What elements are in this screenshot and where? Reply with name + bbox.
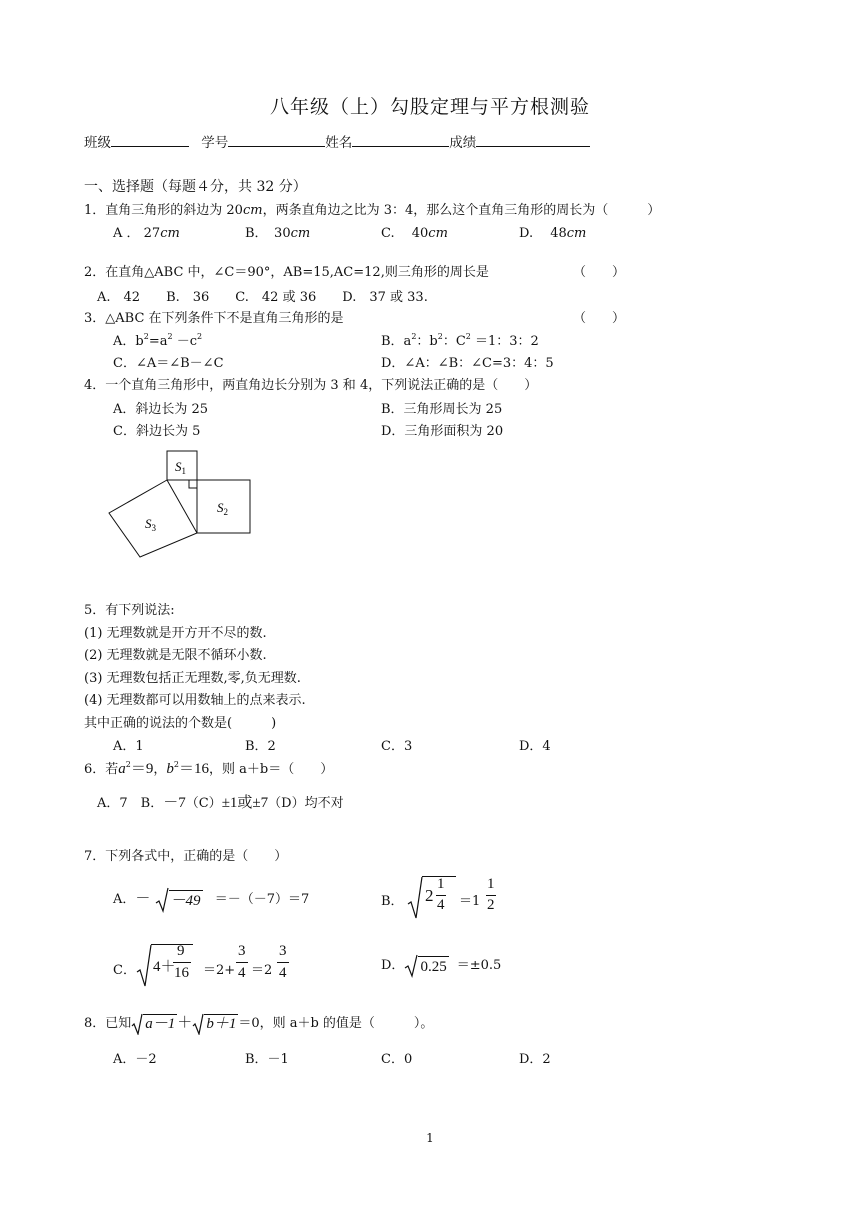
q7d-radical-sign bbox=[404, 954, 418, 978]
q8-radical-2 bbox=[192, 1013, 204, 1035]
q8-option-d: D．2 bbox=[519, 1052, 551, 1067]
id-label: 学号 bbox=[201, 135, 229, 151]
q7-option-a: A．－ －49 ＝－（－7）＝7 bbox=[113, 884, 309, 914]
q8-option-c: C．0 bbox=[381, 1052, 413, 1067]
q5-statement-3: (3) 无理数包括正无理数,零,负无理数. bbox=[84, 671, 301, 686]
q5-option-c: C．3 bbox=[381, 739, 413, 754]
q3-option-a: A．$b^2=a^2 -c^2$ bbox=[113, 332, 203, 349]
q3-answer-paren: （ ） bbox=[573, 311, 626, 326]
question-7-stem: 7．下列各式中，正确的是（ ） bbox=[84, 849, 288, 864]
q6-options: A．7 B．－7（C）±1或±7（D）均不对 bbox=[97, 795, 344, 811]
q5-statement-2: (2) 无理数就是无限不循环小数. bbox=[84, 648, 267, 663]
q1-option-a: A ． 27cm bbox=[113, 226, 180, 241]
q2-answer-paren: （ ） bbox=[573, 265, 626, 280]
q5-statement-1: (1) 无理数就是开方开不尽的数. bbox=[84, 626, 267, 641]
class-blank[interactable] bbox=[111, 133, 189, 147]
q5-option-b: B．2 bbox=[245, 739, 276, 754]
section-heading: 一、选择题（每题４分，共 32 分） bbox=[84, 179, 307, 195]
question-8-stem: 8．已知 a－1 ＋ b＋1 ＝0，则 a＋b 的值是（ ）。 bbox=[84, 1010, 433, 1036]
q7-option-d: D． 0.25 ＝±0.5 bbox=[381, 953, 501, 983]
q5-option-a: A．1 bbox=[113, 739, 144, 754]
q5-ask: 其中正确的说法的个数是( ) bbox=[84, 716, 277, 731]
q1-stem-text: 1．直角三角形的斜边为 20 bbox=[84, 203, 243, 218]
q1-option-d: D. 48cm bbox=[519, 226, 587, 241]
q1-option-b: B． 30cm bbox=[245, 226, 311, 241]
q1-option-c: C. 40cm bbox=[381, 226, 448, 241]
q3-option-c: C．∠A＝∠B－∠C bbox=[113, 356, 224, 371]
q7a-radical-sign bbox=[155, 887, 169, 913]
q5-option-d: D．4 bbox=[519, 739, 551, 754]
page-title: 八年级（上）勾股定理与平方根测验 bbox=[269, 96, 590, 118]
q7b-radical-sign bbox=[407, 876, 423, 920]
q7c-radical-sign bbox=[136, 944, 152, 988]
square-s3 bbox=[109, 480, 197, 557]
q8-option-a: A．－2 bbox=[113, 1052, 157, 1067]
q4-option-d: D．三角形面积为 20 bbox=[381, 424, 504, 439]
q4-option-b: B．三角形周长为 25 bbox=[381, 402, 503, 417]
q3-option-b: B．$a^2$：$b^2$：$C^2 =1$：3：2 bbox=[381, 332, 539, 349]
score-label: 成绩 bbox=[449, 135, 477, 151]
label-s1: $S_1$ bbox=[175, 459, 186, 476]
question-5-stem: 5．有下列说法: bbox=[84, 603, 175, 618]
score-blank[interactable] bbox=[476, 133, 590, 147]
question-2-stem: 2．在直角△ABC 中，∠C＝90°，AB=15,AC=12,则三角形的周长是 bbox=[84, 265, 489, 280]
page-number: 1 bbox=[426, 1131, 434, 1145]
q5-statement-4: (4) 无理数都可以用数轴上的点来表示. bbox=[84, 693, 306, 708]
q3-option-d: D．∠A：∠B：∠C=3：4：5 bbox=[381, 356, 554, 371]
q8-radical-1 bbox=[131, 1013, 143, 1035]
q8-option-b: B．－1 bbox=[245, 1052, 289, 1067]
pythagoras-squares-figure bbox=[100, 446, 260, 566]
class-label: 班级 bbox=[84, 135, 111, 151]
q1-stem-rest: ，两条直角边之比为 3：4，那么这个直角三角形的周长为（ ） bbox=[262, 203, 661, 218]
question-4-stem: 4．一个直角三角形中，两直角边长分别为 3 和 4，下列说法正确的是（ ） bbox=[84, 378, 538, 393]
student-info-line bbox=[84, 131, 590, 151]
right-angle-mark bbox=[189, 480, 197, 488]
question-1-stem bbox=[84, 199, 660, 218]
question-6-stem: 6．若$a^2=9$，$b^2=16$，则 a＋b＝（ ） bbox=[84, 760, 334, 777]
q2-options: A. 42 B. 36 C. 42 或 36 D. 37 或 33. bbox=[97, 290, 428, 305]
q7-option-c: C． 4＋ 9 16 ＝2+ 3 4 ＝2 3 4 bbox=[113, 940, 313, 990]
label-s3: $S_3$ bbox=[145, 516, 156, 533]
question-3-stem: 3．△ABC 在下列条件下不是直角三角形的是 bbox=[84, 311, 344, 326]
q1-stem-unit: cm bbox=[242, 203, 263, 218]
q4-option-c: C．斜边长为 5 bbox=[113, 424, 201, 439]
label-s2: $S_2$ bbox=[217, 500, 228, 517]
name-label: 姓名 bbox=[325, 135, 353, 151]
q4-option-a: A．斜边长为 25 bbox=[113, 402, 209, 417]
id-blank[interactable] bbox=[228, 133, 325, 147]
name-blank[interactable] bbox=[352, 133, 449, 147]
